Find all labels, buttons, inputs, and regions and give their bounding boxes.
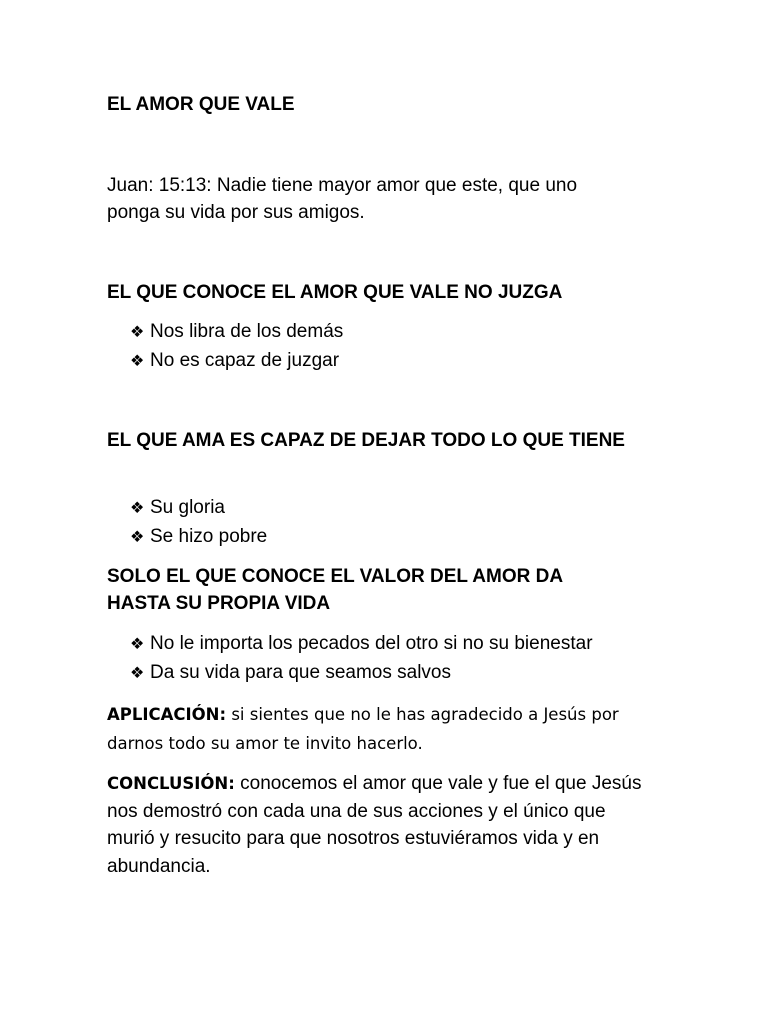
diamond-bullet-icon: ❖ [130,636,145,653]
section-2-heading: EL QUE AMA ES CAPAZ DE DEJAR TODO LO QUE TIENE [107,430,625,451]
application-label: APLICACIÓN: [107,705,227,724]
list-item: ❖ Nos libra de los demás [130,318,690,347]
list-item: ❖ No le importa los pecados del otro si no su bienestar [130,630,690,659]
conclusion-text: conocemos el amor que vale y fue el que Jesús nos demostró con cada una de sus acciones y el único que murió y resucito para que nosotros estuviéramos vida y en abundancia. [107,773,642,877]
conclusion-label: CONCLUSIÓN: [107,774,235,793]
list-item: ❖ Da su vida para que seamos salvos [130,659,690,688]
conclusion-paragraph [107,770,657,880]
section-1-list [130,318,690,376]
section-1-heading: EL QUE CONOCE EL AMOR QUE VALE NO JUZGA [107,282,563,303]
application-paragraph [107,700,667,758]
section-2-list [130,494,690,552]
diamond-bullet-icon: ❖ [130,665,145,682]
section-3-heading: SOLO EL QUE CONOCE EL VALOR DEL AMOR DA HASTA SU PROPIA VIDA [107,566,563,614]
diamond-bullet-icon: ❖ [130,353,145,370]
diamond-bullet-icon: ❖ [130,324,145,341]
list-item: ❖ Se hizo pobre [130,523,690,552]
section-3-list [130,630,690,688]
document-title: EL AMOR QUE VALE [107,94,295,115]
bible-verse: Juan: 15:13: Nadie tiene mayor amor que este, que uno ponga su vida por sus amigos. [107,175,578,223]
diamond-bullet-icon: ❖ [130,529,145,546]
list-item: ❖ No es capaz de juzgar [130,347,690,376]
list-item: ❖ Su gloria [130,494,690,523]
application-text: si sientes que no le has agradecido a Jesús por darnos todo su amor te invito hacerlo. [107,705,619,753]
diamond-bullet-icon: ❖ [130,500,145,517]
